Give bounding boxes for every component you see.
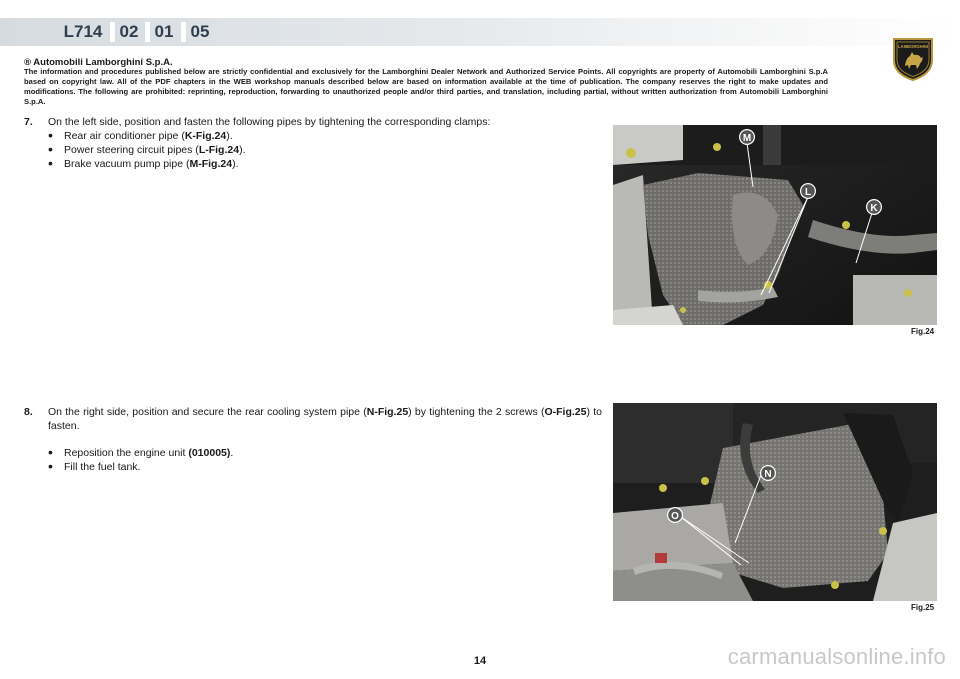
- bullet-dot-icon: •: [48, 155, 53, 171]
- callout-m-icon: [739, 129, 755, 145]
- svg-text:LAMBORGHINI: LAMBORGHINI: [897, 44, 929, 49]
- header-code-subgroup: 01: [154, 22, 174, 41]
- step-text: On the left side, position and fasten the following pipes by tightening the corresponding clamps:: [48, 116, 491, 128]
- step-8: [24, 405, 602, 433]
- header-band: [0, 18, 960, 46]
- svg-text:M: M: [742, 133, 752, 144]
- bullet-text: Power steering circuit pipes (L-Fig.24).: [64, 144, 246, 156]
- header-code-section: 05: [190, 22, 210, 41]
- svg-text:N: N: [764, 469, 772, 480]
- step-text: On the right side, position and secure the rear cooling system pipe (N-Fig.25) by tightening the 2 screws (O-Fig.25) to fasten.: [48, 406, 603, 432]
- callout-l-icon: [800, 183, 816, 199]
- page-number: 14: [473, 655, 487, 667]
- fig24-photo: [613, 125, 937, 325]
- step-number: 7.: [24, 116, 33, 128]
- bullet-text: Fill the fuel tank.: [64, 461, 141, 473]
- header-code-model: L714: [63, 22, 103, 41]
- bullet-text: Rear air conditioner pipe (K-Fig.24).: [64, 130, 233, 142]
- bullet-dot-icon: •: [48, 127, 53, 143]
- confidentiality-disclaimer: The information and procedures published below are strictly confidential and exclusively for the Lamborghini Dealer Network and Authorized Service Points. All copyrights are property of Automobili Lamborghini S.p.A based on copyright law. All of the PDF chapters in the WEB workshop manuals described below are based on information available at the time of publication. The company reserves the right to make updates and modifications. The following are prohibited: reprinting, reproduction, forwarding to unauthorized people and/or third parties, and translation, including partial, without written authorization from Automobili Lamborghini S.p.A.: [24, 67, 828, 106]
- bullet-dot-icon: •: [48, 458, 53, 474]
- bullet-text: Brake vacuum pump pipe (M-Fig.24).: [64, 158, 239, 170]
- step-7: [24, 115, 604, 129]
- fig25-caption: Fig.25: [911, 603, 935, 612]
- callout-o-icon: [667, 507, 683, 523]
- svg-text:L: L: [804, 187, 812, 198]
- svg-text:O: O: [671, 511, 679, 522]
- bullet-text: Reposition the engine unit (010005).: [64, 447, 234, 459]
- header-code-group: 02: [119, 22, 139, 41]
- fig25-photo: [613, 403, 937, 601]
- svg-text:K: K: [870, 203, 878, 214]
- callout-n-icon: [760, 465, 776, 481]
- step-number: 8.: [24, 406, 33, 418]
- callout-k-icon: [866, 199, 882, 215]
- bullet-dot-icon: •: [48, 444, 53, 460]
- bullet-dot-icon: •: [48, 141, 53, 157]
- company-name: ® Automobili Lamborghini S.p.A.: [24, 57, 173, 68]
- fig24-caption: Fig.24: [911, 327, 935, 336]
- lamborghini-shield-logo: [892, 36, 934, 82]
- watermark: carmanualsonline.info: [727, 644, 946, 669]
